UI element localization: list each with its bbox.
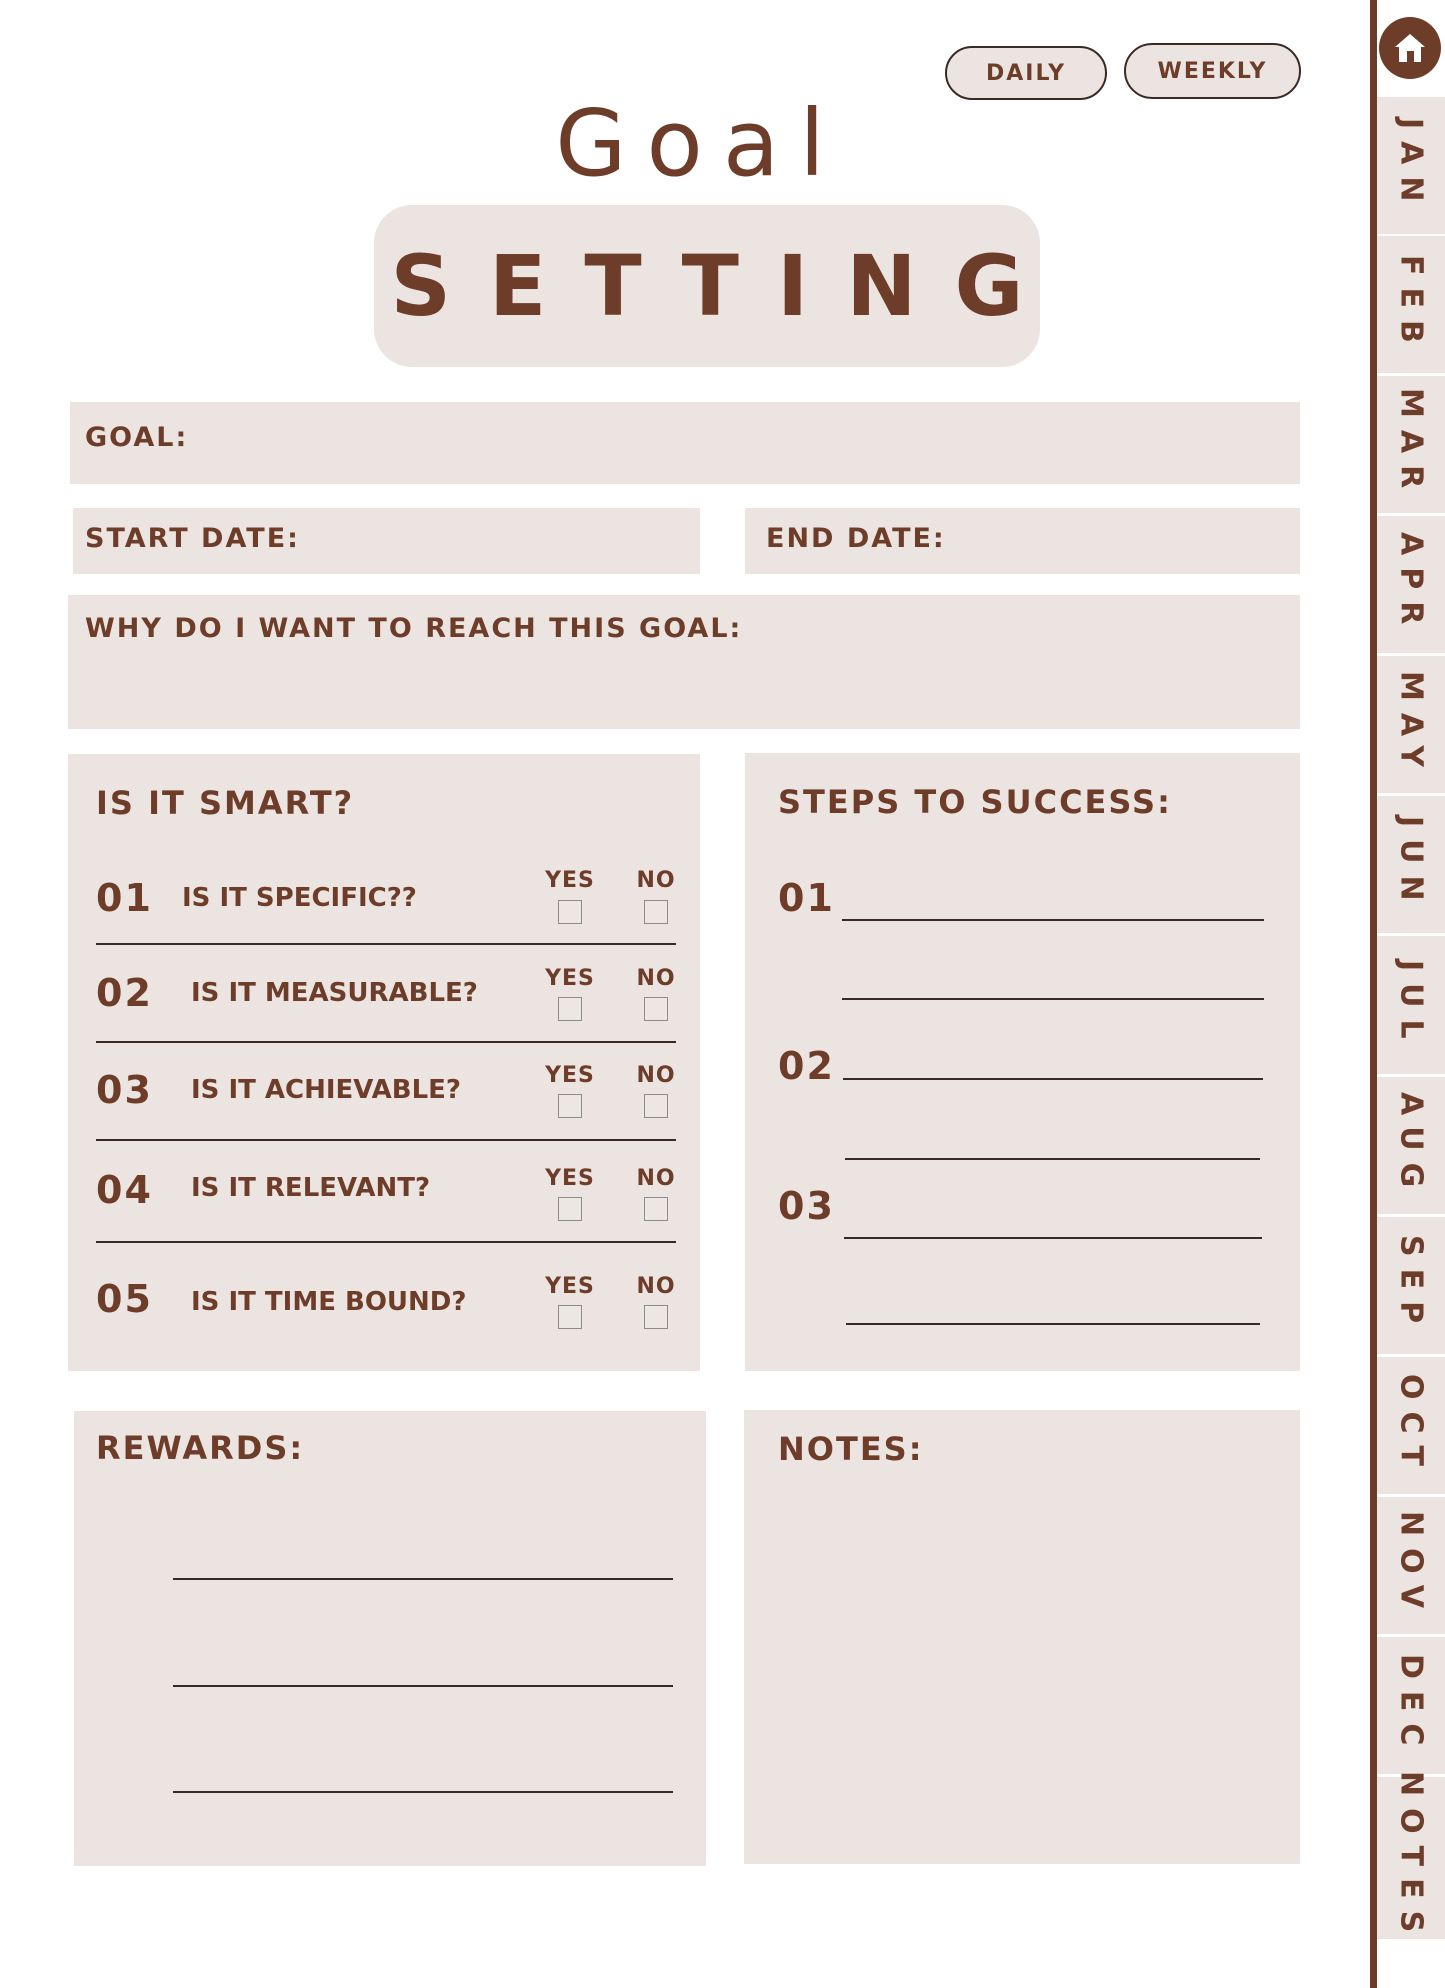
no-checkbox[interactable] — [644, 900, 668, 924]
no-label: NO — [636, 1274, 676, 1299]
smart-row-number: 05 — [96, 1277, 153, 1321]
why-label: WHY DO I WANT TO REACH THIS GOAL: — [85, 613, 743, 644]
tab-label: MAY — [1393, 670, 1429, 779]
end-date-label: END DATE: — [766, 523, 946, 554]
smart-row-question: IS IT MEASURABLE? — [191, 978, 478, 1008]
tab-label: SEP — [1393, 1235, 1429, 1336]
no-label: NO — [636, 868, 676, 893]
tab-apr[interactable] — [1377, 516, 1445, 656]
tab-label: JUN — [1393, 816, 1429, 913]
notes-panel[interactable] — [744, 1410, 1300, 1864]
no-checkbox[interactable] — [644, 1305, 668, 1329]
steps-heading: STEPS TO SUCCESS: — [778, 783, 1172, 821]
tab-dec[interactable] — [1377, 1637, 1445, 1777]
yes-checkbox[interactable] — [558, 1094, 582, 1118]
tab-label: AUG — [1393, 1091, 1429, 1200]
yes-checkbox[interactable] — [558, 1197, 582, 1221]
reward-line[interactable] — [173, 1685, 673, 1687]
yes-label: YES — [545, 966, 595, 991]
tab-mar[interactable] — [1377, 376, 1445, 516]
smart-row-question: IS IT TIME BOUND? — [191, 1287, 467, 1317]
tab-jan[interactable] — [1377, 97, 1445, 237]
yes-label: YES — [545, 1063, 595, 1088]
rewards-panel — [74, 1411, 706, 1866]
step-line[interactable] — [845, 1158, 1260, 1160]
step-number: 03 — [778, 1184, 835, 1228]
tab-notes[interactable] — [1377, 1771, 1445, 1945]
step-line[interactable] — [844, 1237, 1262, 1239]
tab-label: MAR — [1393, 388, 1429, 501]
no-checkbox[interactable] — [644, 997, 668, 1021]
end-date-field[interactable] — [745, 508, 1300, 574]
tab-label: FEB — [1393, 254, 1429, 355]
row-divider — [96, 943, 676, 945]
page-title-setting-box — [374, 205, 1062, 367]
no-checkbox[interactable] — [644, 1197, 668, 1221]
tab-oct[interactable] — [1377, 1357, 1445, 1497]
rewards-heading: REWARDS: — [96, 1429, 305, 1467]
smart-row-question: IS IT ACHIEVABLE? — [191, 1075, 462, 1105]
start-date-field[interactable] — [73, 508, 700, 574]
smart-row-number: 04 — [96, 1168, 153, 1212]
home-button[interactable] — [1379, 17, 1441, 79]
smart-panel — [68, 754, 700, 1371]
no-label: NO — [636, 966, 676, 991]
sidebar-divider — [1370, 0, 1377, 1988]
start-date-label: START DATE: — [85, 523, 300, 554]
tab-nov[interactable] — [1377, 1497, 1445, 1637]
daily-button[interactable]: DAILY — [945, 46, 1107, 100]
row-divider — [96, 1139, 676, 1141]
tab-label: JUL — [1393, 959, 1429, 1051]
smart-row-number: 02 — [96, 971, 153, 1015]
step-line[interactable] — [842, 998, 1264, 1000]
goal-label: GOAL: — [85, 422, 189, 453]
tab-label: DEC — [1393, 1653, 1429, 1758]
smart-row-question: IS IT RELEVANT? — [191, 1173, 431, 1203]
why-field[interactable] — [68, 595, 1300, 729]
tab-label: JAN — [1393, 117, 1429, 214]
smart-heading: IS IT SMART? — [96, 784, 355, 822]
smart-row-number: 01 — [96, 876, 153, 920]
yes-checkbox[interactable] — [558, 900, 582, 924]
home-icon — [1391, 30, 1429, 66]
yes-checkbox[interactable] — [558, 997, 582, 1021]
tab-may[interactable] — [1377, 656, 1445, 796]
no-label: NO — [636, 1166, 676, 1191]
no-label: NO — [636, 1063, 676, 1088]
row-divider — [96, 1241, 676, 1243]
page-title-goal: Goal — [555, 90, 845, 197]
row-divider — [96, 1041, 676, 1043]
step-number: 02 — [778, 1044, 835, 1088]
reward-line[interactable] — [173, 1578, 673, 1580]
tab-jun[interactable] — [1377, 796, 1445, 936]
smart-row-number: 03 — [96, 1068, 153, 1112]
no-checkbox[interactable] — [644, 1094, 668, 1118]
tab-label: NOTES — [1393, 1771, 1429, 1945]
step-line[interactable] — [842, 919, 1264, 921]
page-title-setting: SETTING — [390, 237, 1062, 335]
yes-label: YES — [545, 868, 595, 893]
step-line[interactable] — [843, 1078, 1263, 1080]
step-line[interactable] — [846, 1323, 1260, 1325]
notes-heading: NOTES: — [778, 1430, 924, 1468]
yes-checkbox[interactable] — [558, 1305, 582, 1329]
weekly-button[interactable]: WEEKLY — [1124, 43, 1301, 99]
yes-label: YES — [545, 1274, 595, 1299]
tab-sep[interactable] — [1377, 1217, 1445, 1357]
tab-label: APR — [1393, 532, 1429, 637]
reward-line[interactable] — [173, 1791, 673, 1793]
step-number: 01 — [778, 876, 835, 920]
tab-aug[interactable] — [1377, 1077, 1445, 1217]
tab-label: NOV — [1393, 1510, 1429, 1621]
tab-label: OCT — [1393, 1373, 1429, 1478]
yes-label: YES — [545, 1166, 595, 1191]
tab-jul[interactable] — [1377, 936, 1445, 1077]
goal-field[interactable] — [70, 402, 1300, 484]
tab-feb[interactable] — [1377, 236, 1445, 376]
smart-row-question: IS IT SPECIFIC?? — [182, 883, 417, 913]
